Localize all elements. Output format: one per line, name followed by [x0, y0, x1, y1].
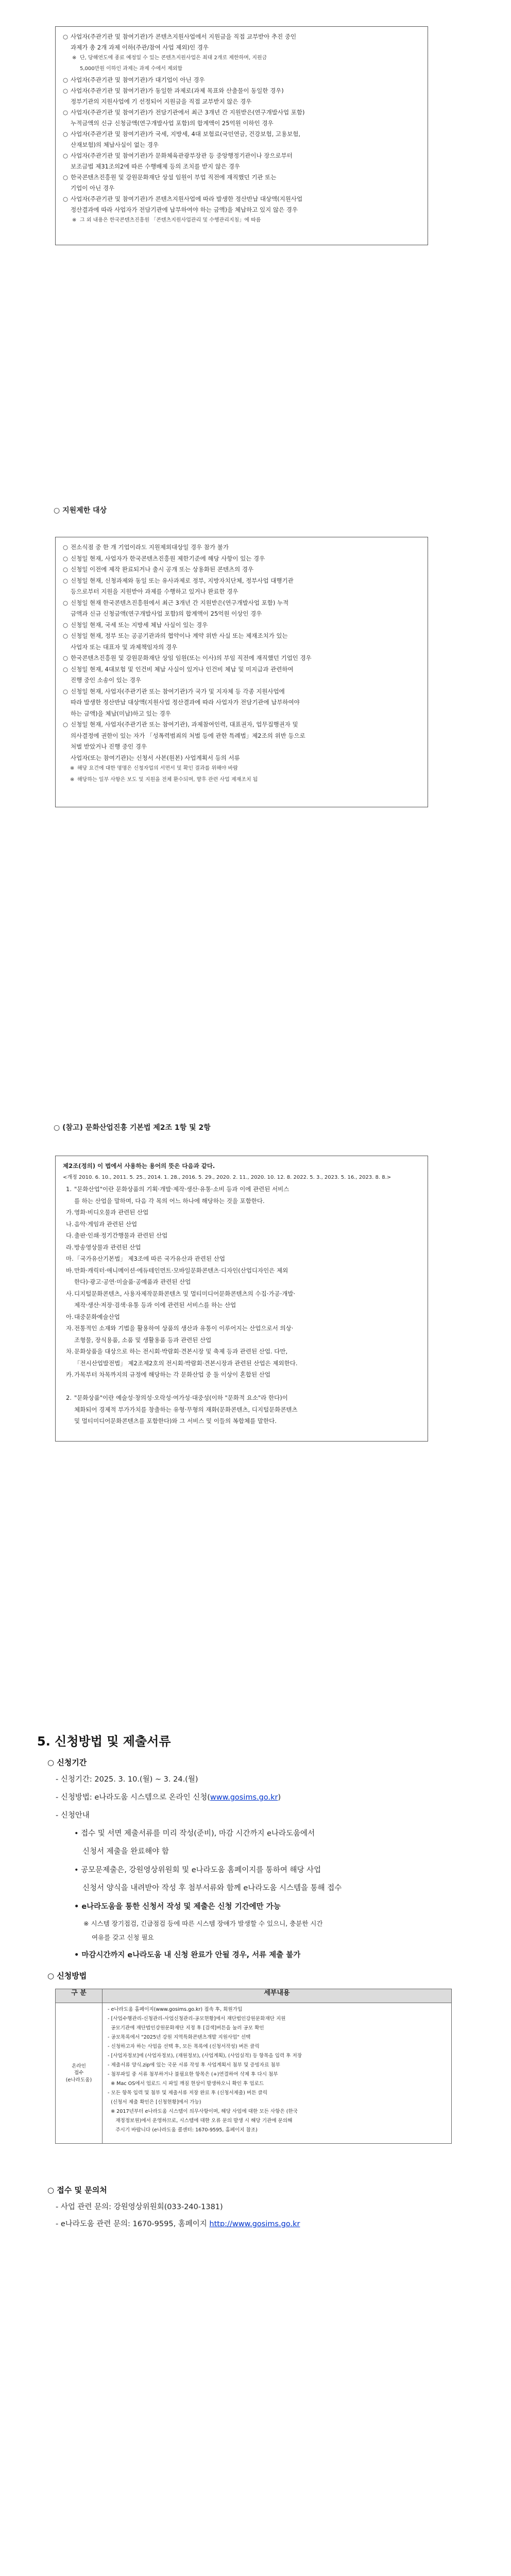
bullet-marker: 마. [66, 1255, 74, 1262]
box3-line [63, 1243, 420, 1255]
box2-line [63, 620, 420, 632]
line-text: 조형물, 장식용품, 소품 및 생활용품 등과 관련된 산업 [74, 1336, 212, 1344]
box1-line [63, 32, 420, 43]
box3-line [63, 1359, 420, 1370]
bullet-marker: 2. [66, 1394, 72, 1401]
line-text: 가목부터 차목까지의 규정에 해당하는 각 문화산업 중 둘 이상이 혼합된 산업 [74, 1371, 270, 1378]
line-text: <개정 2010. 6. 10., 2011. 5. 25., 2014. 1. 28., 2016. 5. 29., 2020. 2. 11., 2020. 10. 12. 8. 2022. 5. 3., 2023. 5. 16., 2023. 8. 8.> [63, 1174, 391, 1180]
bullet-marker: ※ [72, 217, 77, 223]
box3-line [63, 1382, 420, 1394]
line-text: 사업자(주관기관 및 참여기관)가 동일한 과제로(과제 목표와 산출물이 동일한 경우) [71, 87, 284, 94]
box2-line [63, 675, 420, 687]
line-text: 사업자(또는 참여기관)는 신청서 사본(원본) 사업계획서 등의 서류 [71, 754, 240, 761]
table-detail-line: - e나라도움 홈페이지(www.gosims.go.kr) 접속 후, 회원가입 [108, 2007, 243, 2012]
line-text: 처벌 받았거나 진행 중인 경우 [71, 743, 147, 750]
bullet-marker: 나. [66, 1220, 74, 1228]
box3-line [63, 1254, 420, 1266]
line-text: 제2조(정의) 이 법에서 사용하는 용어의 뜻은 다음과 같다. [63, 1162, 215, 1170]
method-text-end: ) [278, 1793, 281, 1802]
bullet-marker: ○ [63, 721, 69, 728]
box2-line [63, 565, 420, 576]
line-text: 단, 당해연도에 종료 예정일 수 있는 콘텐츠지원사업은 최대 2개로 제한하며, 지원금 [80, 55, 267, 61]
box1-line [63, 129, 420, 140]
guide-item-2: • 공모문제출은, 강원영상위원회 및 e나라도움 홈페이지를 통하여 해당 사업 [74, 1866, 321, 1874]
line-text: 산재보험)의 체납사실이 없는 경우 [71, 141, 159, 148]
bullet-marker: ○ [63, 33, 69, 40]
box3-line [63, 1184, 420, 1196]
bullet-marker: 가. [66, 1209, 74, 1216]
section-title-reference-law: ○ (참고) 문화산업진흥 기본법 제2조 1항 및 2항 [54, 1124, 211, 1132]
box1-line [63, 151, 420, 162]
bullet-marker: ○ [63, 665, 69, 673]
box3-line [63, 1196, 420, 1208]
box3-line [63, 1208, 420, 1219]
line-text: 「전시산업발전법」 제2조제2호의 전시회·박람회·견본시장과 관련된 산업은 제외한다. [74, 1359, 298, 1367]
table-header-details: 세부내용 [103, 1989, 452, 2003]
contact-line-1: - 사업 관련 문의: 강원영상위원회(033-240-1381) [56, 2203, 223, 2211]
box1-line [63, 205, 420, 216]
table-detail-line: ※ Mac OS에서 업로드 시 파일 깨짐 현상이 발생하오니 확인 후 업로드 [108, 2081, 264, 2087]
line-text: 그 외 내용은 한국콘텐츠진흥원 「콘텐츠지원사업관리 및 수행관리지침」에 따름 [80, 217, 261, 223]
guide-item-3-note: ※ 시스템 장기접검, 긴급점검 등에 따른 시스템 장애가 발생할 수 있으니, 충분한 시간 [83, 1920, 323, 1927]
table-row-label [56, 2003, 103, 2144]
box2-line [63, 742, 420, 753]
box3-line [63, 1300, 420, 1312]
table-detail-line: - 모든 항목 입력 및 첨부 및 제출서류 저장 완료 후 (신청서제출) 버튼 클릭 [108, 2090, 268, 2096]
line-text: 사업자(주관기관 및 참여기관)가 국세, 지방세, 4대 보험료(국민연금, 건강보험, 고용보험, [71, 130, 301, 138]
line-text: 전소식점 중 한 개 기업이라도 지원제외대상일 경우 참가 불가 [71, 544, 229, 551]
line-text: 의사결정에 권한이 있는 자가 「성폭력범죄의 처벌 등에 관한 특례법」제2조의 위반 등으로 [71, 732, 305, 739]
bullet-marker: ○ [63, 687, 69, 695]
line-text: 신청일 현재 한국콘텐츠진흥원에서 최근 3개년 간 지원받은(연구개발사업 포함) 누적 [71, 599, 289, 606]
line-text: 사업자(주관기관 및 참여기관)가 대기업이 아닌 경우 [71, 76, 205, 83]
line-text: 영화·비디오물과 관련된 산업 [74, 1209, 149, 1216]
line-text: 누적금액의 신규 신청금액(연구개발사업 포함)의 합계액이 25억원 이하인 경우 [71, 120, 274, 127]
box1-line [63, 75, 420, 86]
line-text: 기업이 아닌 경우 [71, 184, 115, 192]
box2-line [63, 653, 420, 665]
bullet-marker: 다. [66, 1232, 74, 1239]
bullet-marker: 바. [66, 1266, 74, 1274]
line-text: 제작·생산·저장·검색·유통 등과 이에 관련된 서비스를 하는 산업 [74, 1301, 236, 1309]
bullet-marker: ○ [63, 577, 69, 584]
line-text: 해당 요건에 대한 명명은 신청자업의 서면서 및 확인 결과를 위해야 바람 [77, 766, 238, 771]
bullet-marker: ○ [63, 566, 69, 573]
line-text: 등으로부터 지원을 지원받아 과제를 수행하고 있거나 완료한 경우 [71, 588, 239, 595]
line-text: 및 멀티미디어문화콘텐츠를 포함한다)와 그 서비스 및 이들의 복합체를 말한다. [74, 1417, 277, 1425]
period-heading: ○ 신청기간 [47, 1758, 87, 1767]
method-text: - 신청방법: e나라도움 시스템으로 온라인 신청( [56, 1793, 210, 1802]
box2-line [63, 631, 420, 642]
line-text: 전통적인 소재와 기법을 활용하여 상품의 생산과 유통이 이루어지는 산업으로서 의상· [74, 1325, 294, 1332]
table-detail-line: - [사업자정보]에 (사업자정보), (재원정보), (사업계획), (사업실적) 등 항목을 입력 후 저장 [108, 2053, 302, 2059]
line-text: 출판·인쇄·정기간행물과 관련된 산업 [74, 1232, 168, 1239]
table-detail-line: - 제출서류 양식.zip에 있는 국문 서류 작성 후 사업계획서 첨부 및 증빙자료 첨부 [108, 2062, 280, 2068]
line-text: 신청일 현재, 사업자(주관기관 또는 참여기관)가 국가 및 지자체 등 각종 지원사업에 [71, 687, 285, 695]
table-detail-line: - 공모목록에서 "2025년 강원 지역특화콘텐츠개발 지원사업" 선택 [108, 2035, 251, 2040]
line-text: 사업자(주관기관 및 참여기관)가 전담기관에서 최근 3개년 간 지원받은(연구개발사업 포함) [71, 109, 305, 116]
bullet-marker: ○ [63, 599, 69, 606]
line-text: 한국콘텐츠진흥원 및 강원문화재단 상임 임원(또는 이사)의 부임 직전에 재직했던 기업인 경우 [71, 654, 312, 662]
box1-line [63, 86, 420, 97]
line-text: 신청일 현재, 국세 또는 지방세 체납 사실이 있는 경우 [71, 621, 208, 629]
box1-line [63, 64, 420, 75]
method-line [56, 1792, 281, 1803]
box1-line [63, 183, 420, 194]
box3-line [63, 1335, 420, 1347]
box2-line [63, 576, 420, 587]
bullet-marker: ○ [63, 152, 69, 159]
line-text: 과제가 총 2개 과제 이하(주관/참여 사업 제외)인 경우 [71, 44, 209, 51]
reference-law-box [55, 1156, 428, 1442]
bullet-marker: ○ [63, 195, 69, 202]
bullet-marker: ※ [70, 766, 75, 771]
line-text: 신청일 현재, 사업자가 한국콘텐츠진흥원 제한기준에 해당 사항이 있는 경우 [71, 554, 265, 562]
box1-line [63, 118, 420, 129]
box3-line [63, 1370, 420, 1382]
contact-heading: ○ 접수 및 문의처 [47, 2185, 107, 2195]
box3-line [63, 1231, 420, 1243]
table-detail-line: 공모기관에 재단법인강원문화재단 지정 후 [검색]버튼을 눌러 공모 확인 [108, 2025, 264, 2031]
line-text: 「국가유산기본법」 제3조에 따른 국가유산과 관련된 산업 [74, 1255, 225, 1262]
bullet-marker: ○ [63, 87, 69, 94]
contact-text: - e나라도움 관련 문의: 1670-9595, 홈페이지 [56, 2220, 210, 2228]
box2-line [63, 587, 420, 598]
section-5-title: 5. 신청방법 및 제출서류 [37, 1734, 171, 1749]
box1-line [63, 216, 420, 227]
row-label-line-1: 온라인 [72, 2063, 86, 2069]
gosims-homepage-link[interactable]: http://www.gosims.go.kr [209, 2220, 300, 2228]
bullet-marker: ○ [63, 130, 69, 138]
box2-line [63, 543, 420, 554]
line-text: 5,000만원 이하인 과제는 과제 수에서 제외함 [80, 66, 183, 72]
box3-line [63, 1277, 420, 1289]
line-text: 한국콘텐츠진흥원 및 강원문화재단 상설 임원이 부업 직전에 재직했던 기관 또는 [71, 174, 277, 181]
steps-heading: ○ 신청방법 [47, 1971, 87, 1980]
bullet-marker: 1. [66, 1185, 72, 1193]
line-text: 신청일 현재, 신청과제와 동일 또는 유사과제로 정부, 지방자치단체, 정부사업 대행기관 [71, 577, 294, 584]
bullet-marker: 라. [66, 1243, 74, 1251]
bullet-marker: 사. [66, 1290, 74, 1297]
box2-line [63, 709, 420, 720]
guide-item-3: • e나라도움을 통한 신청서 작성 및 제출은 신청 기간에만 가능 [74, 1903, 281, 1911]
box2-line [63, 775, 420, 787]
table-row-details [103, 2003, 452, 2144]
line-text: 사업자(주관기관 및 참여기관)가 콘텐츠지원사업에 따라 발생한 정산반납 대상액(지원사업 [71, 195, 303, 202]
box3-line [63, 1416, 420, 1428]
row-label-line-3: (e나라도움) [65, 2077, 92, 2083]
box3-line [63, 1266, 420, 1278]
table-detail-line: 재정정보원)에서 운영하므로, 시스템에 대한 오류 문의 발생 시 해당 기관에 문의해 [108, 2118, 293, 2124]
eligibility-box [55, 26, 428, 245]
box1-line [63, 194, 420, 205]
line-text: "문화상품"이란 예술성·창의성·오락성·여가성·대중성(이하 "문화적 요소"라 한다)이 [74, 1394, 288, 1401]
bullet-marker: ○ [63, 174, 69, 181]
box1-line [63, 162, 420, 173]
table-detail-line: ※ 2017년부터 e나라도움 시스템이 의무사항이며, 해당 사업에 대한 모든 사항은 (한국 [108, 2109, 298, 2114]
box3-line [63, 1405, 420, 1417]
application-steps-table [55, 1989, 452, 2144]
line-text: 방송영상물과 관련된 산업 [74, 1243, 141, 1251]
line-text: 문화상품을 대상으로 하는 전시회·박람회·견본시장 및 축제 등과 관련된 산업. 다만, [74, 1348, 288, 1355]
bullet-marker: 카. [66, 1371, 74, 1378]
guide-item-2-cont: 신청서 양식을 내려받아 작성 후 첨부서류와 함께 e나라도움 시스템을 통해 접수 [82, 1884, 342, 1892]
gosims-link[interactable]: www.gosims.go.kr [210, 1793, 278, 1802]
table-detail-line: - 첨부파일 중 서류 첨부하거나 불필요한 항목은 (+)연결하여 삭제 후 다시 첨부 [108, 2072, 278, 2077]
box3-line [63, 1324, 420, 1335]
row-label-line-2: 접수 [74, 2070, 84, 2076]
line-text: 해당하는 일부 사항은 보도 및 지원을 전체 환수되며, 향후 관련 사업 제재조치 됨 [77, 776, 258, 783]
restrictions-box [55, 537, 428, 807]
box2-line [63, 598, 420, 609]
table-detail-line: - [사업수행관리-신청관리-사업신청관리-공모현황]에서 재단법인강원문화재단 지원 [108, 2016, 286, 2022]
line-text: 하는 금액)을 체납(미납)하고 있는 경우 [71, 709, 171, 717]
bullet-marker: ※ [70, 776, 75, 783]
line-text: 보조금법 제31조의2에 따른 수행배제 등의 조치를 받지 않은 경우 [71, 163, 240, 170]
guide-heading: - 신청안내 [56, 1811, 90, 1820]
box3-line [63, 1312, 420, 1324]
bullet-marker: ○ [63, 544, 69, 551]
line-text: 를 하는 산업을 말하며, 다음 각 목의 어느 하나에 해당하는 것을 포함한다. [74, 1197, 265, 1205]
bullet-marker: ○ [63, 554, 69, 562]
box1-line [63, 140, 420, 151]
line-text: 신청일 현재, 정부 또는 공공기관과의 협약이나 계약 위반 사실 또는 제재조치가 있는 [71, 632, 288, 639]
box2-line [63, 698, 420, 709]
guide-item-4: • 마감시간까지 e나라도움 내 신청 완료가 안될 경우, 서류 제출 불가 [74, 1951, 301, 1959]
guide-item-1-cont: 신청서 제출을 완료해야 함 [82, 1848, 169, 1856]
guide-item-3-note-cont: 여유를 갖고 신청 필요 [92, 1934, 154, 1941]
line-text: 신청일 현재, 사업자(주관기관 또는 참여기관), 과제참여인력, 대표권자, 업무집행권자 및 [71, 721, 298, 728]
line-text: 음악·게임과 관련된 산업 [74, 1220, 138, 1228]
table-detail-line: (신청서 제출 확인은 [신청현황]에서 가능) [108, 2099, 201, 2105]
box2-line [63, 764, 420, 775]
line-text: 금액과 신규 신청금액(연구개발사업 포함)의 합계액이 25억원 이상인 경우 [71, 610, 262, 617]
line-text: 신청일 이전에 제작 완료되거나 출시 공개 또는 상용화된 콘텐츠의 경우 [71, 566, 254, 573]
guide-item-1: • 접수 및 서면 제출서류를 미리 작성(준비), 마감 시간까지 e나라도움에서 [74, 1829, 315, 1838]
bullet-marker: 차. [66, 1348, 74, 1355]
line-text: 사업자(주관기관 및 참여기관)가 콘텐츠지원사업에서 지원금을 직접 교부받아 추진 중인 [71, 33, 297, 40]
box3-line [63, 1219, 420, 1231]
box1-line [63, 54, 420, 64]
table-detail-line: 주시기 바랍니다 (e나라도움 콜센터: 1670-9595, 홈페이지 참조) [108, 2127, 258, 2133]
box2-line [63, 554, 420, 565]
section-title-restrictions: ○ 지원제한 대상 [54, 506, 107, 515]
box1-line [63, 173, 420, 183]
line-text: 진행 중인 소송이 있는 경우 [71, 676, 141, 684]
line-text: 신청일 현재, 4대보험 및 인건비 체납 사실이 있거나 인건비 체납 및 미지급과 관련하여 [71, 665, 294, 673]
bullet-marker: ○ [63, 109, 69, 116]
box2-line [63, 609, 420, 620]
box1-line [63, 43, 420, 54]
box2-line [63, 642, 420, 654]
bullet-marker: ○ [63, 76, 69, 83]
box2-line [63, 687, 420, 698]
bullet-marker: 아. [66, 1313, 74, 1320]
line-text: 정산결과에 따라 사업자가 전담기관에 납부하여야 하는 금액)을 체납하고 있지 않은 경우 [71, 206, 298, 213]
box3-line [63, 1347, 420, 1359]
line-text: 디지털문화콘텐츠, 사용자제작문화콘텐츠 및 멀티미디어문화콘텐츠의 수집·가공·개발· [74, 1290, 296, 1297]
line-text: 대중문화예술산업 [74, 1313, 120, 1320]
bullet-marker: 자. [66, 1325, 74, 1332]
line-text: 사업자(주관기관 및 참여기관)가 문화체육관광부장관 등 중앙행정기관이나 장으로부터 [71, 152, 293, 159]
bullet-marker: ○ [63, 654, 69, 662]
box3-line [63, 1161, 420, 1173]
line-text: 체화되어 경제적 부가가치를 창출하는 유형·무형의 재화(문화콘텐츠, 디지털문화콘텐츠 [74, 1405, 298, 1413]
box2-line [63, 665, 420, 676]
box2-line [63, 753, 420, 765]
bullet-marker: ○ [63, 621, 69, 629]
table-detail-line: - 신청하고자 하는 사업을 선택 후, 모든 목록에 (신청서작성) 버튼 클릭 [108, 2044, 260, 2049]
line-text: 사업자 또는 대표자 및 과제책임자의 경우 [71, 643, 178, 651]
box2-line [63, 720, 420, 731]
box2-line [63, 731, 420, 742]
line-text: "문화산업"이란 문화상품의 기획·개발·제작·생산·유통·소비 등과 이에 관련된 서비스 [74, 1185, 289, 1193]
line-text: 따라 발생한 정산반납 대상액(지원사업 정산결과에 따라 사업자가 전담기관에 납부하여야 [71, 699, 300, 706]
contact-line-2 [56, 2218, 300, 2230]
line-text: 만화·캐릭터·애니메이션·에듀테인먼트·모바일문화콘텐츠·디자인(산업디자인은 제외 [74, 1266, 288, 1274]
bullet-marker: ○ [63, 632, 69, 639]
box3-line [63, 1393, 420, 1405]
bullet-marker: ※ [72, 55, 77, 61]
line-text: 정부기관의 지원사업에 기 선정되어 지원금을 직접 교부받지 않은 경우 [71, 98, 252, 105]
box1-line [63, 97, 420, 108]
period-line: - 신청기간: 2025. 3. 10.(월) ~ 3. 24.(월) [56, 1775, 198, 1784]
box3-line [63, 1173, 420, 1185]
table-header-category: 구 분 [56, 1989, 103, 2003]
line-text: 한다)·광고·공연·미술품·공예품과 관련된 산업 [74, 1278, 191, 1285]
box1-line [63, 108, 420, 118]
box3-line [63, 1289, 420, 1301]
